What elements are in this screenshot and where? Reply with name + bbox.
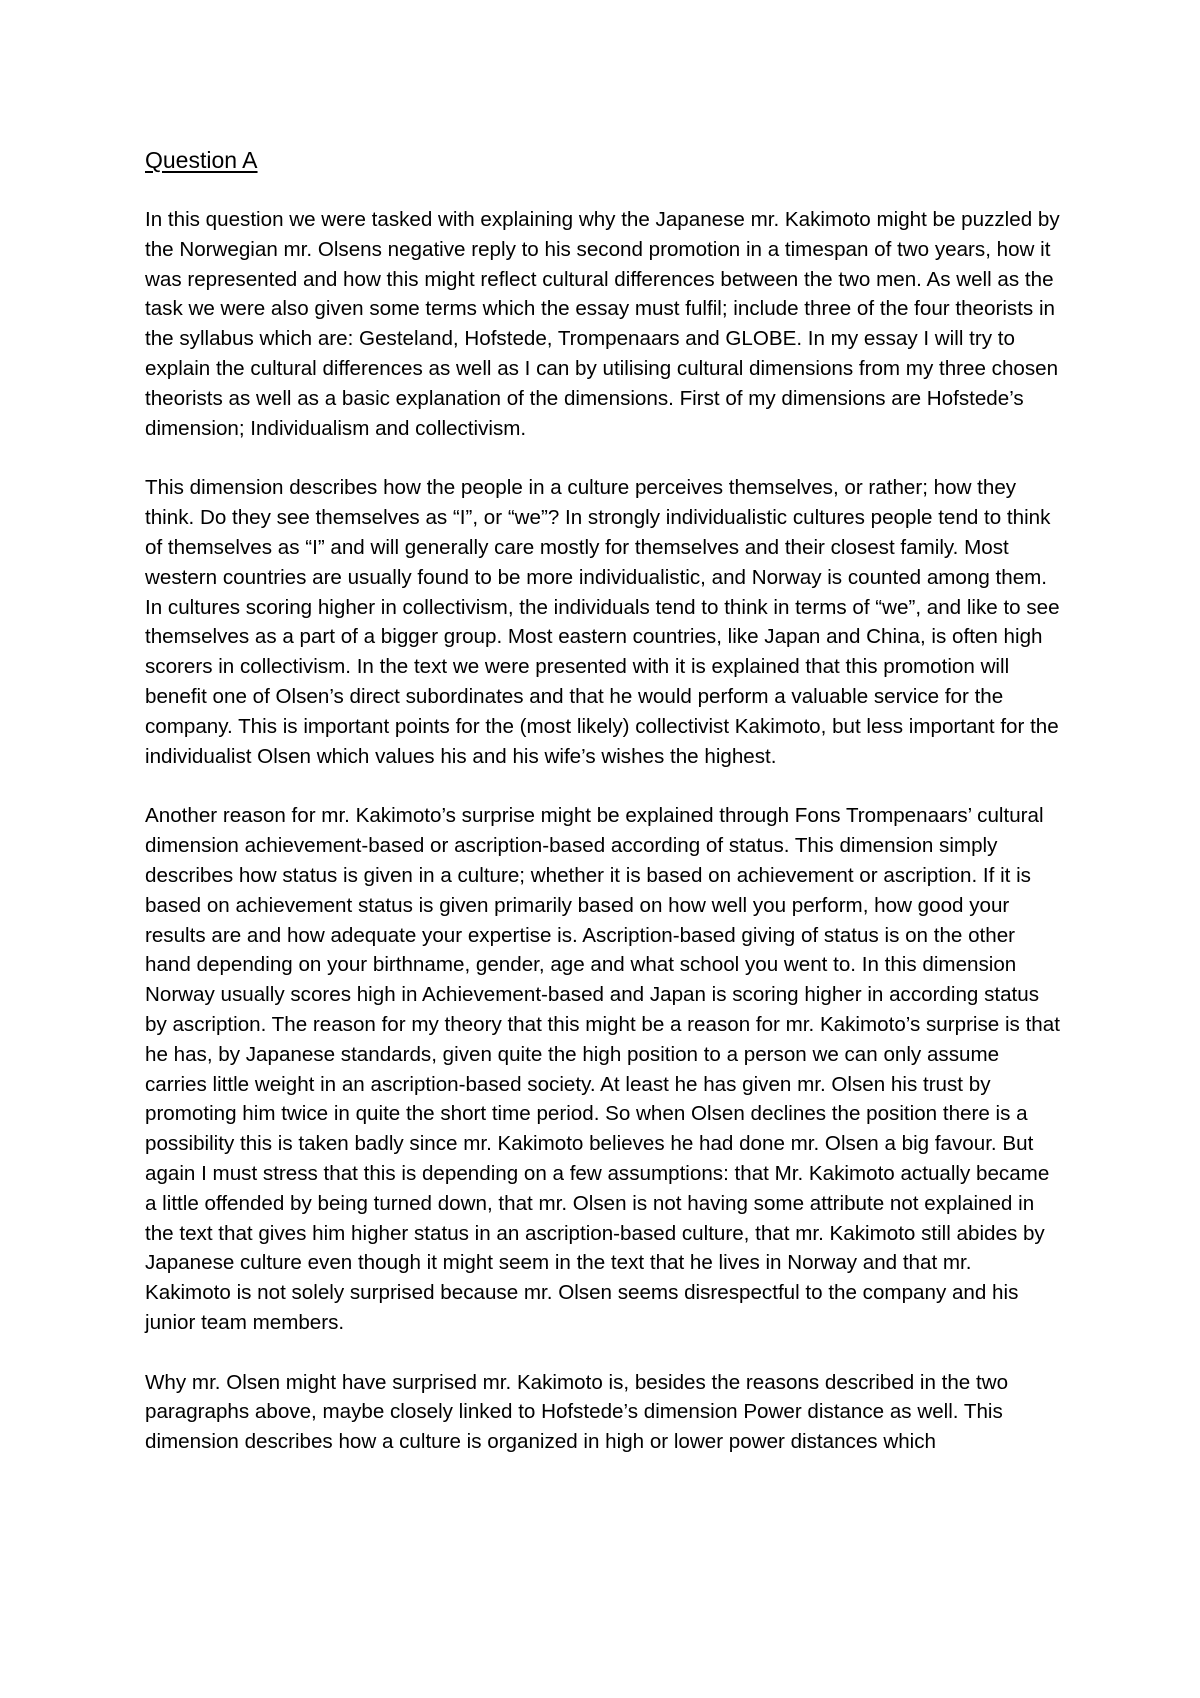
page-title: Question A: [145, 147, 258, 173]
paragraph-individualism: This dimension describes how the people in a culture perceives themselves, or rather; how they think. Do they see themselves as “I”, or “we”? In strongly individualistic cultures people tend to think of themselves as “I” and will generally care mostly for themselves and their closest family. Most western countries are usually found to be more individualistic, and Norway is counted among them. In cultures scoring higher in collectivism, the individuals tend to think in terms of “we”, and like to see themselves as a part of a bigger group. Most eastern countries, like Japan and China, is often high scorers in collectivism. In the text we were presented with it is explained that this promotion will benefit one of Olsen’s direct subordinates and that he would perform a valuable service for the company. This is important points for the (most likely) collectivist Kakimoto, but less important for the individualist Olsen which values his and his wife’s wishes the highest.: [145, 476, 1060, 768]
paragraph-trompenaars: Another reason for mr. Kakimoto’s surprise might be explained through Fons Trompenaars’ cultural dimension achievement-based or ascription-based according of status. This dimension simply describes how status is given in a culture; whether it is based on achievement or ascription. If it is based on achievement status is given primarily based on how well you perform, how good your results are and how adequate your expertise is. Ascription-based giving of status is on the other hand depending on your birthname, gender, age and what school you went to. In this dimension Norway usually scores high in Achievement-based and Japan is scoring higher in according status by ascription. The reason for my theory that this might be a reason for mr. Kakimoto’s surprise is that he has, by Japanese standards, given quite the high position to a person we can only assume carries little weight in an ascription-based society. At least he has given mr. Olsen his trust by promoting him twice in quite the short time period. So when Olsen declines the position there is a possibility this is taken badly since mr. Kakimoto believes he had done mr. Olsen a big favour. But again I must stress that this is depending on a few assumptions: that Mr. Kakimoto actually became a little offended by being turned down, that mr. Olsen is not having some attribute not explained in the text that gives him higher status in an ascription-based culture, that mr. Kakimoto still abides by Japanese culture even though it might seem in the text that he lives in Norway and that mr. Kakimoto is not solely surprised because mr. Olsen seems disrespectful to the company and his junior team members.: [145, 804, 1060, 1334]
paragraph-power-distance: Why mr. Olsen might have surprised mr. Kakimoto is, besides the reasons described in the two paragraphs above, maybe closely linked to Hofstede’s dimension Power distance as well. This dimension describes how a culture is organized in high or lower power distances which: [145, 1370, 1009, 1454]
paragraph-intro: In this question we were tasked with explaining why the Japanese mr. Kakimoto might be puzzled by the Norwegian mr. Olsens negative reply to his second promotion in a timespan of two years, how it was represented and how this might reflect cultural differences between the two men. As well as the task we were also given some terms which the essay must fulfil; include three of the four theorists in the syllabus which are: Gesteland, Hofstede, Trompenaars and GLOBE. In my essay I will try to explain the cultural differences as well as I can by utilising cultural dimensions from my three chosen theorists as well as a basic explanation of the dimensions. First of my dimensions are Hofstede’s dimension; Individualism and collectivism.: [145, 208, 1060, 440]
document-body: [145, 145, 1060, 1487]
